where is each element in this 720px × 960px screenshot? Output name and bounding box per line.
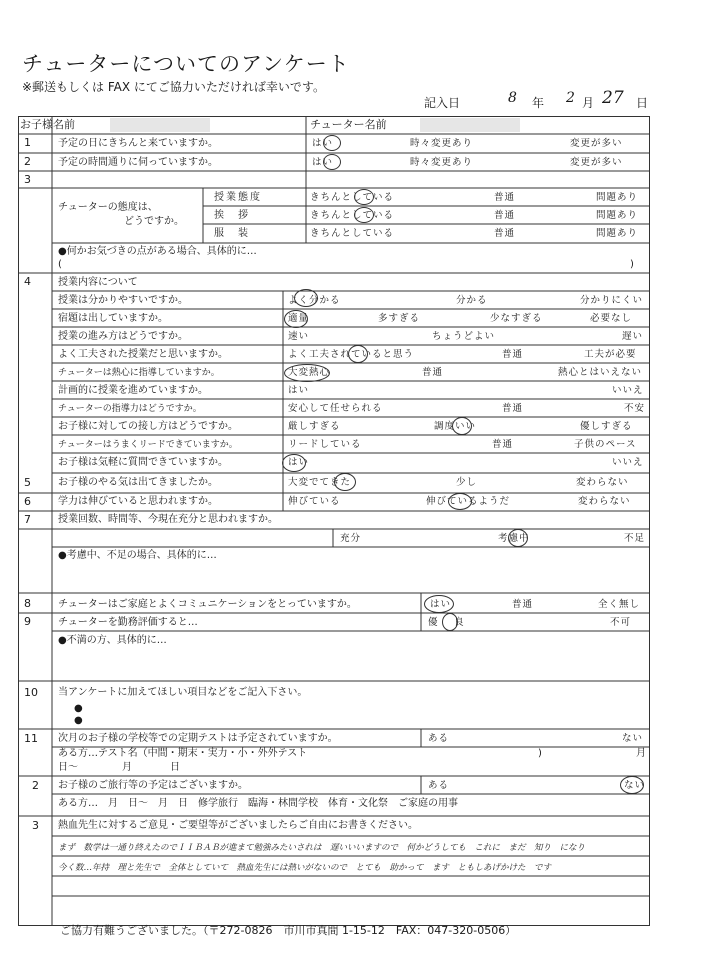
q3-row2-opt2: 普通 [494, 210, 516, 221]
q8-number: 8 [24, 597, 31, 610]
q10-bullet-2: ● [74, 715, 83, 726]
q4-row2-opt4: 必要なし [590, 313, 633, 324]
q9-number: 9 [24, 615, 31, 628]
q11-sub-close: ) [538, 748, 542, 759]
q1-option-sometimes: 時々変更あり [410, 138, 474, 149]
q4-row1-opt1: よく分かる [288, 295, 341, 306]
q4-number: 4 [24, 275, 31, 288]
date-day-value: 27 [602, 88, 624, 108]
q8-opt1: はい [430, 599, 452, 610]
q4-row9-opt3: 子供のペース [574, 439, 637, 450]
q2-option-yes: はい [312, 157, 334, 168]
q7-opt1: 充分 [340, 533, 362, 544]
q4-row5-opt3: 熱心とはいえない [558, 367, 643, 378]
q4-row1-question: 授業は分かりやすいですか。 [58, 295, 188, 306]
q1-circle-mark [323, 135, 341, 151]
q4-row8-opt2: 調度いい [434, 421, 477, 432]
page-title: チューターについてのアンケート [22, 52, 350, 76]
q3-question-line1: チューターの態度は、 [58, 202, 158, 213]
q4-row2-opt3: 少なすぎる [490, 313, 543, 324]
q4-row8-opt1: 厳しすぎる [288, 421, 341, 432]
q12-opt2: ない [624, 780, 646, 791]
q4-row10-opt1: はい [288, 457, 310, 468]
q1-question: 予定の日にきちんと来ていますか。 [58, 138, 218, 149]
q3-row1-label: 授業態度 [214, 192, 262, 203]
q10-number: 10 [24, 686, 38, 699]
date-year-value: 8 [508, 90, 517, 106]
q11-month-unit: 月 [636, 748, 646, 759]
tutor-name-redacted [420, 118, 520, 132]
q4-row9-opt2: 普通 [492, 439, 514, 450]
q8-question: チューターはご家庭とよくコミュニケーションをとっていますか。 [58, 599, 357, 610]
q3-row1-opt3: 問題あり [596, 192, 639, 203]
q4-row2-circle-mark [284, 310, 308, 328]
q12-number: 2 [32, 779, 39, 792]
q9-circle-mark [442, 613, 458, 631]
q4-row10-opt2: いいえ [612, 457, 644, 468]
q3-row1-opt1: きちんとしている [310, 192, 395, 203]
q11-sub: ある方…テスト名（中間・期末・実力・小・外外テスト [58, 748, 308, 759]
q3-paren-open: ( [58, 259, 62, 270]
q4-row1-opt2: 分かる [456, 295, 488, 306]
q2-option-often: 変更が多い [570, 157, 623, 168]
q10-question: 当アンケートに加えてほしい項目などをご記入下さい。 [58, 687, 308, 698]
q4-row10-circle-mark [282, 454, 306, 472]
q5-circle-mark [334, 473, 356, 491]
q7-remark: ●考慮中、不足の場合、具体的に… [58, 550, 217, 561]
q5-opt3: 変わらない [576, 477, 629, 488]
date-month-value: 2 [566, 90, 575, 106]
q4-row2-opt1: 適量 [288, 313, 310, 324]
q5-question: お子様のやる気は出てきましたか。 [58, 477, 218, 488]
q3-row1-circle-mark [354, 189, 374, 205]
q9-remark: ●不満の方、具体的に… [58, 635, 167, 646]
q4-row5-question: チューターは熱心に指導していますか。 [58, 368, 220, 378]
q6-opt1: 伸びている [288, 496, 341, 507]
q11-date-from: 日～ [58, 762, 78, 773]
q3-row2-label: 挨 拶 [214, 210, 250, 221]
q7-opt2: 考慮中 [498, 533, 530, 544]
q7-opt3: 不足 [624, 533, 646, 544]
q3-row2-opt3: 問題あり [596, 210, 639, 221]
q4-row9-opt1: リードしている [288, 439, 362, 450]
q2-number: 2 [24, 155, 31, 168]
q3-paren-close: ) [630, 259, 634, 270]
q4-row3-opt3: 遅い [622, 331, 644, 342]
q4-row8-question: お子様に対しての接し方はどうですか。 [58, 421, 238, 432]
month-unit: 月 [582, 96, 595, 110]
q7-number: 7 [24, 513, 31, 526]
q1-option-often: 変更が多い [570, 138, 623, 149]
q13-number: 3 [32, 819, 39, 832]
q3-row2-opt1: きちんとしている [310, 210, 395, 221]
q8-opt2: 普通 [512, 599, 534, 610]
q4-row3-opt2: ちょうどよい [432, 331, 496, 342]
q3-question-line2: どうですか。 [124, 216, 184, 227]
q11-opt1: ある [428, 733, 450, 744]
tutor-name-label: チューター名前 [310, 118, 387, 131]
q4-row4-circle-mark [348, 345, 368, 363]
q6-number: 6 [24, 495, 31, 508]
q2-circle-mark [323, 154, 341, 170]
q1-option-yes: はい [312, 138, 334, 149]
q3-row2-circle-mark [354, 207, 374, 223]
q4-row6-question: 計画的に授業を進めていますか。 [58, 385, 208, 396]
q9-opt3: 不可 [610, 617, 632, 628]
q4-row5-opt2: 普通 [422, 367, 444, 378]
year-unit: 年 [532, 96, 545, 110]
q4-row10-question: お子様は気軽に質問できていますか。 [58, 457, 228, 468]
q6-question: 学力は伸びていると思われますか。 [58, 496, 218, 507]
q4-row4-opt2: 普通 [502, 349, 524, 360]
q3-row1-opt2: 普通 [494, 192, 516, 203]
q3-row3-label: 服 装 [214, 228, 250, 239]
q11-opt2: ない [622, 733, 644, 744]
q11-question: 次月のお子様の学校等での定期テストは予定されていますか。 [58, 733, 338, 744]
q4-row6-opt1: はい [288, 385, 310, 396]
q6-opt2: 伸びているようだ [426, 496, 511, 507]
q4-heading: 授業内容について [58, 277, 138, 288]
q6-circle-mark [448, 493, 472, 510]
q4-row7-opt1: 安心して任せられる [288, 403, 383, 414]
q3-remark: ●何かお気づきの点がある場合、具体的に… [58, 246, 257, 257]
q2-question: 予定の時間通りに伺っていますか。 [58, 157, 218, 168]
q1-number: 1 [24, 136, 31, 149]
q9-question: チューターを勤務評価すると… [58, 617, 198, 628]
q4-row4-opt1: よく工夫されていると思う [288, 349, 415, 360]
q4-row7-opt3: 不安 [624, 403, 646, 414]
student-name-label: お子様名前 [20, 118, 75, 131]
student-name-redacted [110, 118, 210, 132]
q7-circle-mark [508, 529, 528, 547]
q4-row5-circle-mark [284, 364, 330, 382]
q8-circle-mark [424, 595, 454, 613]
q12-sub: ある方… 月 日～ 月 日 修学旅行 臨海・林間学校 体育・文化祭 ご家庭の用事 [58, 798, 458, 809]
q3-number: 3 [24, 173, 31, 186]
q4-row4-opt3: 工夫が必要 [584, 349, 637, 360]
q5-number: 5 [24, 476, 31, 489]
q13-question: 熱血先生に対するご意見・ご要望等がございましたらご自由にお書きください。 [58, 820, 418, 831]
q4-row1-opt3: 分かりにくい [580, 295, 644, 306]
q4-row9-question: チューターはうまくリードできていますか。 [58, 440, 238, 450]
day-unit: 日 [636, 96, 649, 110]
q12-opt1: ある [428, 780, 450, 791]
q4-row8-circle-mark [452, 417, 472, 435]
q4-row7-question: チューターの指導力はどうですか。 [58, 404, 202, 414]
q4-row4-question: よく工夫された授業だと思いますか。 [58, 349, 228, 360]
date-label: 記入日 [424, 96, 461, 110]
q3-row3-opt3: 問題あり [596, 228, 639, 239]
q2-option-sometimes: 時々変更あり [410, 157, 474, 168]
q4-row5-opt1: 大変熱心 [288, 367, 331, 378]
q5-opt2: 少し [456, 477, 478, 488]
q4-row3-question: 授業の進み方はどうですか。 [58, 331, 188, 342]
q9-opt2: 良 [454, 617, 465, 628]
q4-row8-opt3: 優しすぎる [580, 421, 633, 432]
q11-date-month: 月 [122, 762, 132, 773]
q5-opt1: 大変でてきた [288, 477, 352, 488]
q4-row2-question: 宿題は出していますか。 [58, 313, 168, 324]
q4-row7-opt2: 普通 [502, 403, 524, 414]
submission-note: ※郵送もしくは FAX にてご協力いただければ幸いです。 [22, 80, 325, 94]
survey-table [18, 116, 650, 926]
q10-bullet-1: ● [74, 703, 83, 714]
q9-opt1: 優 [428, 617, 439, 628]
q4-row1-circle-mark [294, 289, 318, 307]
footer-contact: ご協力有難うございました。（〒272-0826 市川市真間 1-15-12 FAX：047-320-0506） [60, 924, 517, 937]
q11-date-day: 日 [170, 762, 180, 773]
q12-question: お子様のご旅行等の予定はございますか。 [58, 780, 248, 791]
q12-circle-mark [620, 776, 644, 794]
q11-number: 11 [24, 732, 38, 745]
q4-row3-opt1: 速い [288, 331, 310, 342]
q3-row3-opt2: 普通 [494, 228, 516, 239]
q8-opt3: 全く無し [598, 599, 641, 610]
q4-row2-opt2: 多すぎる [378, 313, 421, 324]
q4-row6-opt2: いいえ [612, 385, 644, 396]
q3-row3-opt1: きちんとしている [310, 228, 395, 239]
q6-opt3: 変わらない [578, 496, 631, 507]
q7-question: 授業回数、時間等、今現在充分と思われますか。 [58, 514, 278, 525]
q13-handwritten-line-1: まず 数学は一通り終えたのでＩＩＢＡＢが進まて勉強みたいされは 遅いいいますので 何かどうしても これに まだ 知り になり [58, 843, 586, 853]
q13-handwritten-line-2: 今く数…年持 理と先生で 全体としていて 熱血先生には熱いがないので とても 助かって ます ともしあげかけた です [58, 863, 552, 873]
